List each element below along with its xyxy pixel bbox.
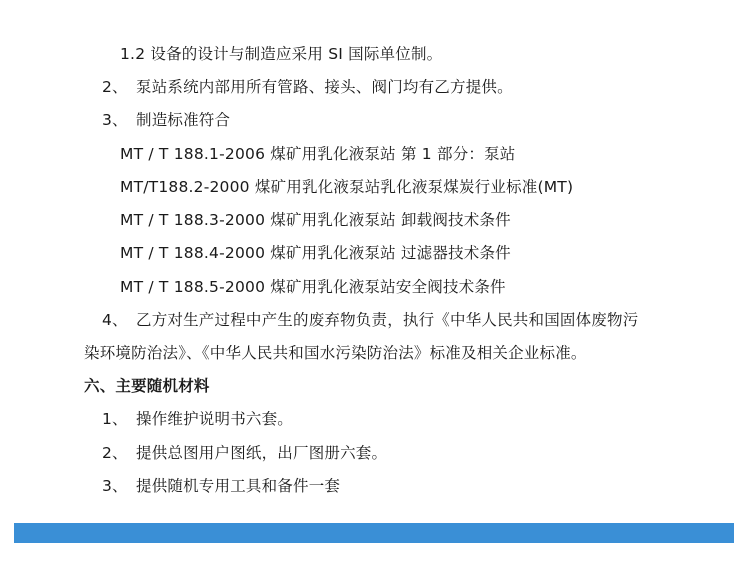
standard-item-5: MT / T 188.5-2000 煤矿用乳化液泵站安全阀技术条件 [120, 278, 506, 296]
clause-2 [102, 77, 513, 97]
standard-item-4: MT / T 188.4-2000 煤矿用乳化液泵站 过滤器技术条件 [120, 244, 511, 262]
clause-number: 4、 [102, 311, 128, 329]
item-text: 提供总图用户图纸，出厂图册六套。 [136, 444, 388, 462]
clause-text: 制造标准符合 [136, 111, 231, 129]
clause-1-2: 1.2 设备的设计与制造应采用 SI 国际单位制。 [120, 45, 443, 63]
item-number: 2、 [102, 444, 128, 462]
clause-3 [102, 110, 230, 130]
material-item-2 [102, 443, 387, 463]
clause-text: 泵站系统内部用所有管路、接头、阀门均有乙方提供。 [136, 78, 513, 96]
standard-item-2: MT/T188.2-2000 煤矿用乳化液泵站乳化液泵煤炭行业标准(MT) [120, 178, 574, 196]
standard-item-3: MT / T 188.3-2000 煤矿用乳化液泵站 卸载阀技术条件 [120, 211, 511, 229]
section-heading-6: 六、主要随机材料 [84, 377, 210, 395]
clause-number: 3、 [102, 111, 128, 129]
clause-number: 2、 [102, 78, 128, 96]
clause-text: 乙方对生产过程中产生的废弃物负责，执行《中华人民共和国固体废物污 [136, 311, 639, 329]
clause-4-continuation: 染环境防治法》、《中华人民共和国水污染防治法》标准及相关企业标准。 [84, 344, 587, 362]
item-number: 1、 [102, 410, 128, 428]
material-item-3 [102, 476, 340, 496]
material-item-1 [102, 409, 293, 429]
footer-bar [14, 523, 734, 543]
item-text: 操作维护说明书六套。 [136, 410, 294, 428]
clause-4 [102, 310, 638, 330]
standard-item-1: MT / T 188.1-2006 煤矿用乳化液泵站 第 1 部分：泵站 [120, 145, 516, 163]
item-number: 3、 [102, 477, 128, 495]
item-text: 提供随机专用工具和备件一套 [136, 477, 341, 495]
